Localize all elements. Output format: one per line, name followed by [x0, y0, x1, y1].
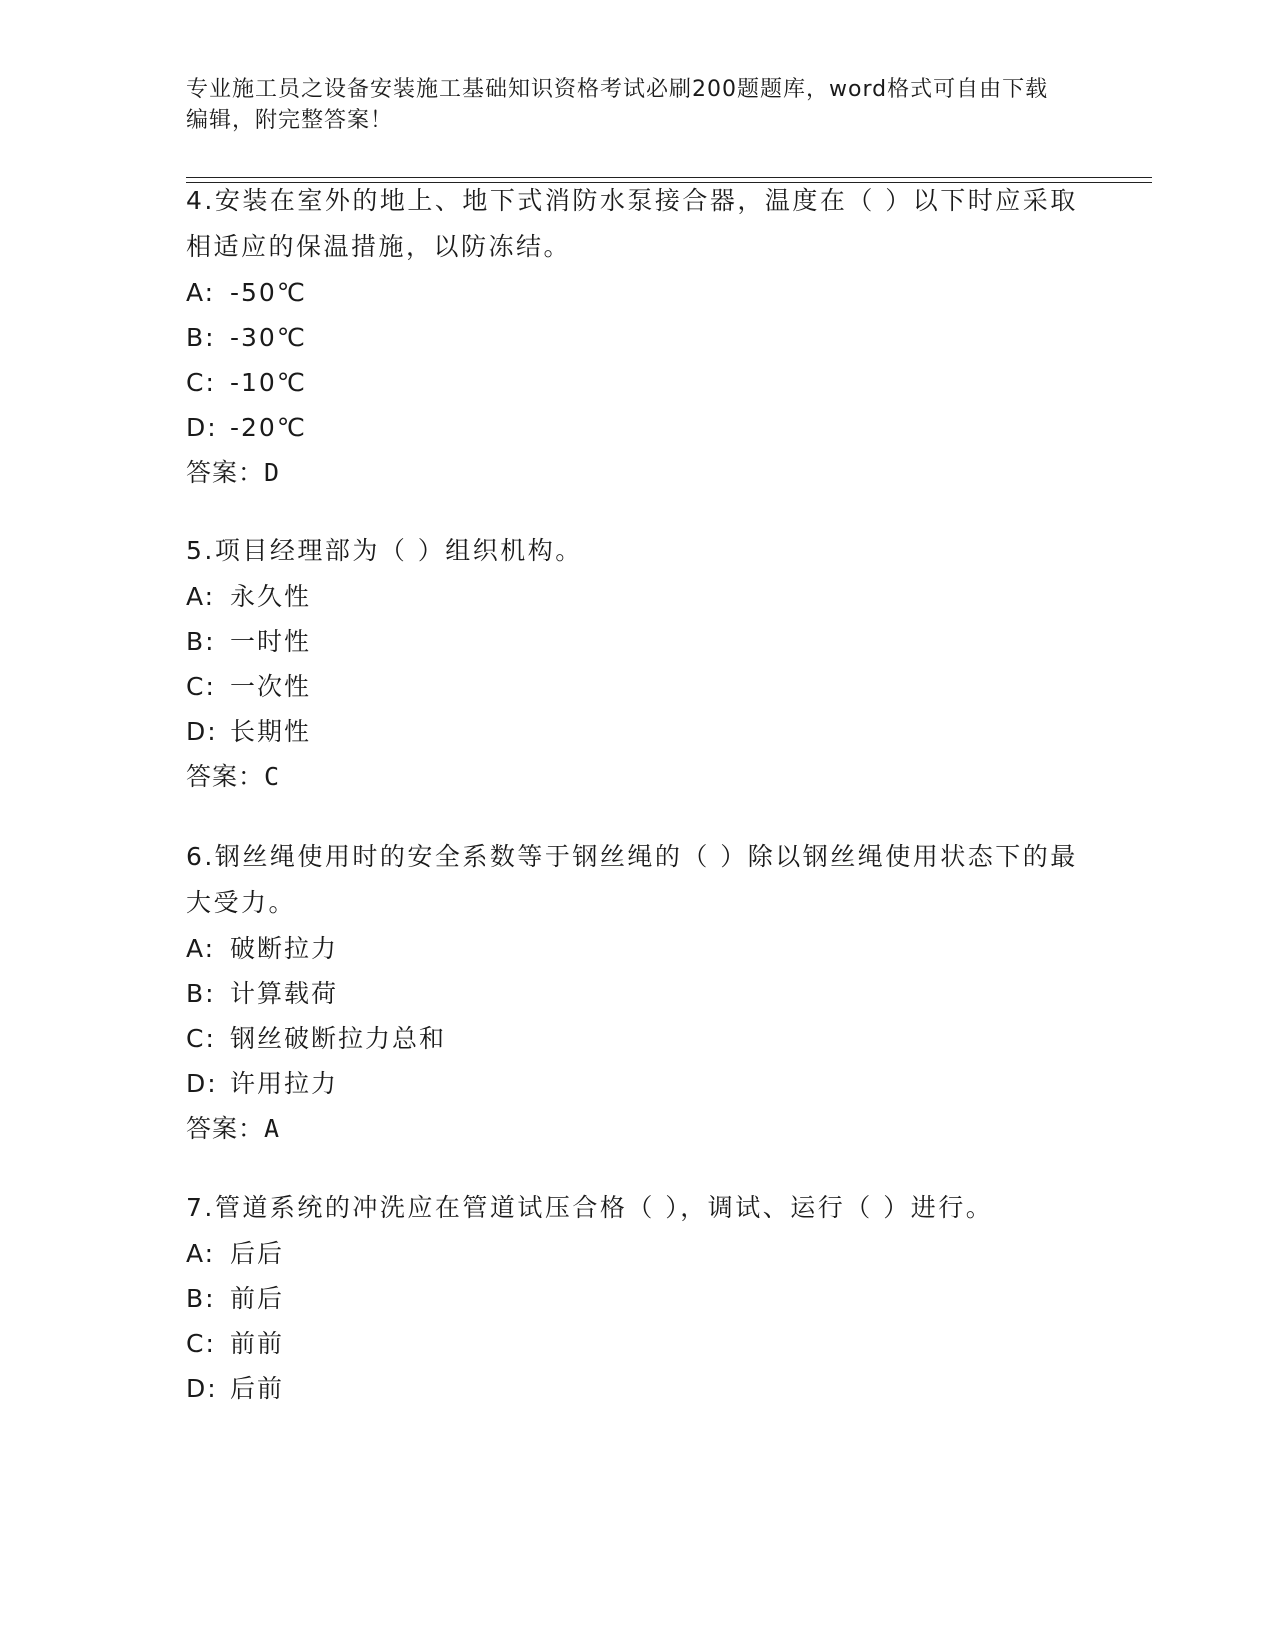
option-c: C: 前前	[186, 1329, 285, 1358]
option-a: A: 永久性	[186, 582, 312, 611]
question-stem: 7.管道系统的冲洗应在管道试压合格（ ），调试、运行（ ）进行。	[186, 1193, 994, 1222]
option-d: D: -20℃	[186, 413, 307, 442]
option-c: C: 一次性	[186, 672, 312, 701]
question-stem: 4.安装在室外的地上、地下式消防水泵接合器，温度在（ ）以下时应采取相适应的保温措施，以防冻结。	[186, 186, 1078, 261]
option-b: B: 计算载荷	[186, 979, 339, 1008]
question-stem: 6.钢丝绳使用时的安全系数等于钢丝绳的（ ）除以钢丝绳使用状态下的最大受力。	[186, 842, 1078, 917]
option-c: C: -10℃	[186, 368, 307, 397]
question-5	[186, 528, 1086, 799]
option-b: B: 前后	[186, 1284, 285, 1313]
option-d: D: 许用拉力	[186, 1069, 339, 1098]
option-a: A: 破断拉力	[186, 934, 339, 963]
question-4	[186, 178, 1086, 495]
option-c: C: 钢丝破断拉力总和	[186, 1024, 447, 1053]
option-b: B: -30℃	[186, 323, 307, 352]
option-b: B: 一时性	[186, 627, 312, 656]
question-7	[186, 1185, 1086, 1411]
answer-line: 答案：D	[186, 458, 281, 487]
answer-line: 答案：C	[186, 762, 281, 791]
answer-line: 答案：A	[186, 1114, 281, 1143]
document-header: 专业施工员之设备安装施工基础知识资格考试必刷200题题库，word格式可自由下载编辑，附完整答案！	[186, 77, 1049, 133]
question-stem: 5.项目经理部为（ ）组织机构。	[186, 536, 583, 565]
question-6	[186, 834, 1086, 1151]
option-d: D: 后前	[186, 1374, 285, 1403]
option-d: D: 长期性	[186, 717, 312, 746]
option-a: A: 后后	[186, 1239, 285, 1268]
option-a: A: -50℃	[186, 278, 307, 307]
